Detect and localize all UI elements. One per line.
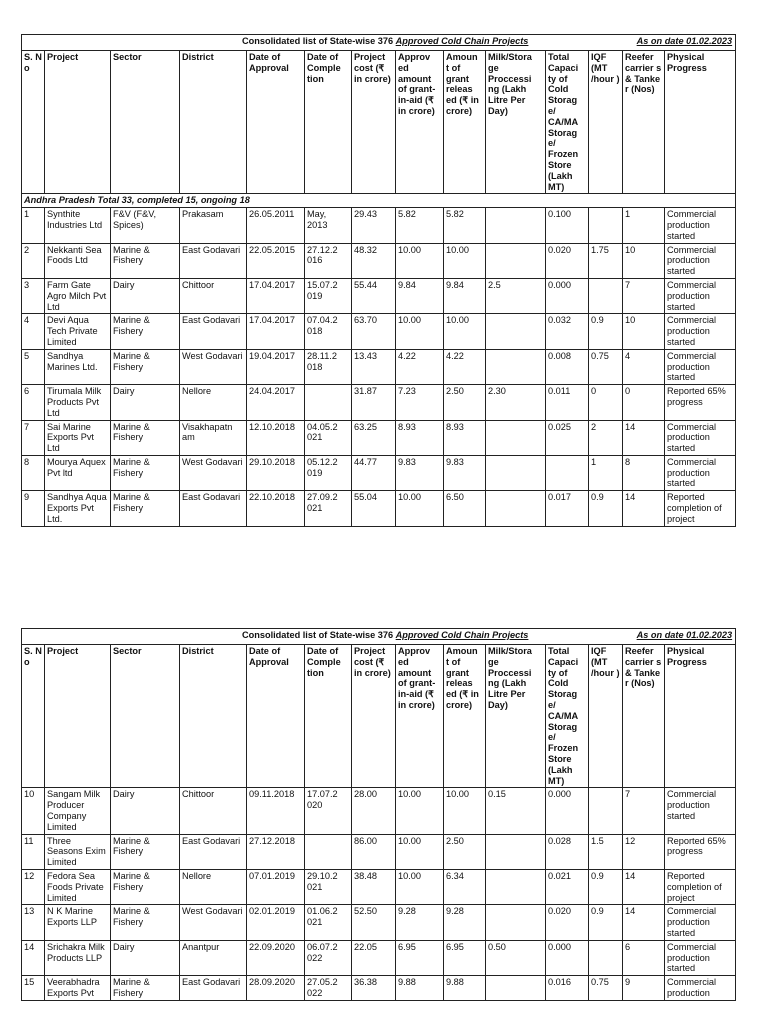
cell-reefer: 12	[623, 834, 665, 869]
cell-project: Fedora Sea Foods Private Limited	[45, 869, 111, 904]
cell-milk	[486, 905, 546, 940]
cell-district: Nellore	[180, 385, 247, 420]
cell-completion: 04.05.2 021	[305, 420, 352, 455]
cell-reefer: 10	[623, 314, 665, 349]
cell-sno: 9	[22, 491, 45, 526]
cell-iqf: 0.9	[589, 314, 623, 349]
cell-project: Nekkanti Sea Foods Ltd	[45, 243, 111, 278]
cell-capacity: 0.100	[546, 208, 589, 243]
table-body	[22, 208, 736, 527]
cell-milk	[486, 491, 546, 526]
cell-capacity: 0.011	[546, 385, 589, 420]
cell-sector: F&V (F&V, Spices)	[111, 208, 180, 243]
cell-approval: 17.04.2017	[247, 278, 305, 313]
as-on-date: As on date 01.02.2023	[636, 630, 733, 640]
cell-sector: Marine & Fishery	[111, 905, 180, 940]
cell-approval: 09.11.2018	[247, 788, 305, 834]
cell-district: Prakasam	[180, 208, 247, 243]
cell-cost: 22.05	[352, 940, 396, 975]
cell-sector: Marine & Fishery	[111, 834, 180, 869]
cell-progress: Commercial production started	[665, 208, 736, 243]
cell-released: 8.93	[444, 420, 486, 455]
cell-capacity: 0.028	[546, 834, 589, 869]
cell-approval: 28.09.2020	[247, 976, 305, 1001]
cell-district: East Godavari	[180, 976, 247, 1001]
cell-approval: 19.04.2017	[247, 349, 305, 384]
title-row	[22, 35, 736, 51]
cell-milk	[486, 455, 546, 490]
cell-reefer: 14	[623, 491, 665, 526]
cell-approval: 26.05.2011	[247, 208, 305, 243]
col-cost: Project cost (₹ in crore)	[352, 51, 396, 194]
cell-district: West Godavari	[180, 455, 247, 490]
cell-sno: 1	[22, 208, 45, 243]
cell-project: Farm Gate Agro Milch Pvt Ltd	[45, 278, 111, 313]
cell-project: Srichakra Milk Products LLP	[45, 940, 111, 975]
cell-cost: 38.48	[352, 869, 396, 904]
cell-project: Synthite Industries Ltd	[45, 208, 111, 243]
cell-district: West Godavari	[180, 349, 247, 384]
cell-sector: Marine & Fishery	[111, 455, 180, 490]
cell-sno: 3	[22, 278, 45, 313]
cell-sno: 2	[22, 243, 45, 278]
table-row	[22, 905, 736, 940]
cell-milk	[486, 976, 546, 1001]
cell-sector: Marine & Fishery	[111, 314, 180, 349]
cell-progress: Commercial production started	[665, 278, 736, 313]
cell-district: East Godavari	[180, 243, 247, 278]
table-row	[22, 385, 736, 420]
cell-capacity: 0.021	[546, 869, 589, 904]
cell-milk	[486, 869, 546, 904]
cell-released: 2.50	[444, 385, 486, 420]
cell-completion: 29.10.2 021	[305, 869, 352, 904]
col-district: District	[180, 51, 247, 194]
cell-cost: 52.50	[352, 905, 396, 940]
table-body	[22, 788, 736, 1000]
cell-progress: Commercial production	[665, 976, 736, 1001]
cell-sno: 12	[22, 869, 45, 904]
table-row	[22, 314, 736, 349]
cell-approval: 12.10.2018	[247, 420, 305, 455]
cell-released: 9.88	[444, 976, 486, 1001]
cell-milk	[486, 208, 546, 243]
cell-reefer: 14	[623, 420, 665, 455]
col-district: District	[180, 645, 247, 788]
cell-approved: 9.28	[396, 905, 444, 940]
cell-sno: 15	[22, 976, 45, 1001]
cell-cost: 55.04	[352, 491, 396, 526]
cell-released: 10.00	[444, 243, 486, 278]
col-project: Project	[45, 645, 111, 788]
cell-capacity: 0.025	[546, 420, 589, 455]
table-row	[22, 834, 736, 869]
cell-capacity	[546, 455, 589, 490]
cell-project: Sangam Milk Producer Company Limited	[45, 788, 111, 834]
cell-completion: 28.11.2 018	[305, 349, 352, 384]
cell-completion: 07.04.2 018	[305, 314, 352, 349]
col-approved: Approv ed amount of grant-in-aid (₹ in crore)	[396, 51, 444, 194]
cell-completion: 27.09.2 021	[305, 491, 352, 526]
cell-approval: 29.10.2018	[247, 455, 305, 490]
cell-completion: 27.05.2 022	[305, 976, 352, 1001]
cell-project: Devi Aqua Tech Private Limited	[45, 314, 111, 349]
cell-cost: 28.00	[352, 788, 396, 834]
cell-approved: 10.00	[396, 314, 444, 349]
cell-sno: 7	[22, 420, 45, 455]
cell-completion: 01.06.2 021	[305, 905, 352, 940]
cell-cost: 44.77	[352, 455, 396, 490]
col-milk: Milk/Stora ge Proccessi ng (Lakh Litre Per Day)	[486, 51, 546, 194]
cell-iqf: 0	[589, 385, 623, 420]
col-progress: Physical Progress	[665, 645, 736, 788]
cell-sno: 6	[22, 385, 45, 420]
col-reefer: Reefer carrier s & Tanke r (Nos)	[623, 645, 665, 788]
cell-completion: 05.12.2 019	[305, 455, 352, 490]
table-row	[22, 940, 736, 975]
cell-sno: 11	[22, 834, 45, 869]
cell-capacity: 0.020	[546, 243, 589, 278]
cell-iqf	[589, 208, 623, 243]
cell-completion: 27.12.2 016	[305, 243, 352, 278]
table-row	[22, 420, 736, 455]
cell-project: Tirumala Milk Products Pvt Ltd	[45, 385, 111, 420]
cell-approved: 10.00	[396, 243, 444, 278]
cell-approval: 17.04.2017	[247, 314, 305, 349]
cell-sno: 4	[22, 314, 45, 349]
cell-district: East Godavari	[180, 834, 247, 869]
col-released: Amoun t of grant releas ed (₹ in crore)	[444, 51, 486, 194]
cell-project: Mourya Aquex Pvt ltd	[45, 455, 111, 490]
col-approval: Date of Approval	[247, 645, 305, 788]
cell-approved: 9.88	[396, 976, 444, 1001]
cell-project: Veerabhadra Exports Pvt	[45, 976, 111, 1001]
cell-iqf: 1.75	[589, 243, 623, 278]
cell-cost: 63.70	[352, 314, 396, 349]
table-row	[22, 788, 736, 834]
cell-released: 10.00	[444, 788, 486, 834]
table-row	[22, 208, 736, 243]
col-sector: Sector	[111, 51, 180, 194]
cell-district: East Godavari	[180, 491, 247, 526]
cell-completion	[305, 385, 352, 420]
cell-approved: 10.00	[396, 491, 444, 526]
cell-capacity: 0.017	[546, 491, 589, 526]
cell-iqf: 0.75	[589, 349, 623, 384]
cell-project: N K Marine Exports LLP	[45, 905, 111, 940]
cell-milk	[486, 349, 546, 384]
header-row	[22, 51, 736, 194]
cell-reefer: 7	[623, 278, 665, 313]
cell-milk: 0.50	[486, 940, 546, 975]
table-row	[22, 976, 736, 1001]
cell-released: 5.82	[444, 208, 486, 243]
cell-sector: Marine & Fishery	[111, 420, 180, 455]
cell-approved: 10.00	[396, 788, 444, 834]
cell-sno: 5	[22, 349, 45, 384]
col-sector: Sector	[111, 645, 180, 788]
cell-approval: 02.01.2019	[247, 905, 305, 940]
cell-district: Chittoor	[180, 278, 247, 313]
cell-capacity: 0.000	[546, 788, 589, 834]
col-completion: Date of Comple tion	[305, 645, 352, 788]
cell-approved: 7.23	[396, 385, 444, 420]
cell-completion: May, 2013	[305, 208, 352, 243]
table-row	[22, 243, 736, 278]
cell-project: Sai Marine Exports Pvt Ltd	[45, 420, 111, 455]
cell-sector: Dairy	[111, 278, 180, 313]
cell-sno: 13	[22, 905, 45, 940]
table-title: Consolidated list of State-wise 376 Approved Cold Chain Projects	[242, 630, 529, 640]
cell-cost: 86.00	[352, 834, 396, 869]
group-row	[22, 194, 736, 208]
cell-district: Visakhapatn am	[180, 420, 247, 455]
cell-completion: 15.07.2 019	[305, 278, 352, 313]
cell-progress: Commercial production started	[665, 243, 736, 278]
col-cost: Project cost (₹ in crore)	[352, 645, 396, 788]
cell-iqf	[589, 278, 623, 313]
cell-sector: Marine & Fishery	[111, 869, 180, 904]
cell-sector: Marine & Fishery	[111, 976, 180, 1001]
table-row	[22, 491, 736, 526]
cell-reefer: 0	[623, 385, 665, 420]
cell-sector: Dairy	[111, 385, 180, 420]
cell-sector: Dairy	[111, 788, 180, 834]
cell-approved: 10.00	[396, 834, 444, 869]
cell-progress: Commercial production started	[665, 314, 736, 349]
col-sno: S. N o	[22, 645, 45, 788]
cell-milk: 2.30	[486, 385, 546, 420]
cell-approved: 4.22	[396, 349, 444, 384]
cell-approved: 9.84	[396, 278, 444, 313]
document-page-1	[21, 34, 735, 527]
cell-sno: 8	[22, 455, 45, 490]
cell-reefer: 1	[623, 208, 665, 243]
cell-milk: 2.5	[486, 278, 546, 313]
cell-milk: 0.15	[486, 788, 546, 834]
cell-approval: 22.10.2018	[247, 491, 305, 526]
cell-capacity: 0.000	[546, 278, 589, 313]
col-project: Project	[45, 51, 111, 194]
cell-project: Three Seasons Exim Limited	[45, 834, 111, 869]
cell-iqf: 1	[589, 455, 623, 490]
cell-approval: 24.04.2017	[247, 385, 305, 420]
group-label: Andhra Pradesh Total 33, completed 15, ongoing 18	[22, 194, 736, 208]
cold-chain-table	[21, 628, 736, 1001]
cell-approval: 22.09.2020	[247, 940, 305, 975]
col-released: Amoun t of grant releas ed (₹ in crore)	[444, 645, 486, 788]
cell-milk	[486, 243, 546, 278]
cell-approved: 8.93	[396, 420, 444, 455]
cell-progress: Commercial production started	[665, 905, 736, 940]
cell-progress: Reported completion of project	[665, 491, 736, 526]
cell-capacity: 0.020	[546, 905, 589, 940]
cell-released: 4.22	[444, 349, 486, 384]
cell-reefer: 6	[623, 940, 665, 975]
cell-capacity: 0.000	[546, 940, 589, 975]
cell-approved: 5.82	[396, 208, 444, 243]
cell-released: 9.83	[444, 455, 486, 490]
document-page-2	[21, 628, 735, 1001]
cell-approval: 07.01.2019	[247, 869, 305, 904]
cell-completion: 17.07.2 020	[305, 788, 352, 834]
cell-released: 9.84	[444, 278, 486, 313]
table-row	[22, 349, 736, 384]
col-reefer: Reefer carrier s & Tanke r (Nos)	[623, 51, 665, 194]
cell-iqf: 1.5	[589, 834, 623, 869]
cell-capacity: 0.016	[546, 976, 589, 1001]
col-milk: Milk/Stora ge Proccessi ng (Lakh Litre Per Day)	[486, 645, 546, 788]
col-approval: Date of Approval	[247, 51, 305, 194]
col-capacity: Total Capaci ty of Cold Storag e/ CA/MA Storag e/ Frozen Store (Lakh MT)	[546, 645, 589, 788]
cell-sno: 10	[22, 788, 45, 834]
cell-released: 2.50	[444, 834, 486, 869]
cell-released: 10.00	[444, 314, 486, 349]
cell-completion	[305, 834, 352, 869]
table-row	[22, 869, 736, 904]
cell-reefer: 14	[623, 869, 665, 904]
cell-capacity: 0.032	[546, 314, 589, 349]
cell-district: Anantpur	[180, 940, 247, 975]
cell-approval: 27.12.2018	[247, 834, 305, 869]
cell-progress: Commercial production started	[665, 420, 736, 455]
cell-sector: Marine & Fishery	[111, 243, 180, 278]
cold-chain-table	[21, 34, 736, 527]
title-row	[22, 629, 736, 645]
col-iqf: IQF (MT /hour )	[589, 645, 623, 788]
cell-progress: Commercial production started	[665, 455, 736, 490]
cell-reefer: 7	[623, 788, 665, 834]
cell-milk	[486, 420, 546, 455]
cell-reefer: 4	[623, 349, 665, 384]
cell-approved: 10.00	[396, 869, 444, 904]
cell-released: 6.50	[444, 491, 486, 526]
cell-released: 6.34	[444, 869, 486, 904]
cell-progress: Reported completion of project	[665, 869, 736, 904]
cell-reefer: 8	[623, 455, 665, 490]
cell-completion: 06.07.2 022	[305, 940, 352, 975]
cell-cost: 31.87	[352, 385, 396, 420]
cell-cost: 13.43	[352, 349, 396, 384]
cell-sector: Dairy	[111, 940, 180, 975]
cell-iqf: 0.9	[589, 869, 623, 904]
cell-capacity: 0.008	[546, 349, 589, 384]
col-iqf: IQF (MT /hour )	[589, 51, 623, 194]
cell-progress: Commercial production started	[665, 940, 736, 975]
cell-approval: 22.05.2015	[247, 243, 305, 278]
cell-reefer: 10	[623, 243, 665, 278]
cell-sector: Marine & Fishery	[111, 349, 180, 384]
col-capacity: Total Capaci ty of Cold Storag e/ CA/MA Storag e/ Frozen Store (Lakh MT)	[546, 51, 589, 194]
cell-district: Chittoor	[180, 788, 247, 834]
cell-iqf	[589, 940, 623, 975]
cell-progress: Reported 65% progress	[665, 385, 736, 420]
cell-cost: 48.32	[352, 243, 396, 278]
col-completion: Date of Comple tion	[305, 51, 352, 194]
cell-project: Sandhya Aqua Exports Pvt Ltd.	[45, 491, 111, 526]
cell-cost: 29.43	[352, 208, 396, 243]
table-row	[22, 455, 736, 490]
cell-district: Nellore	[180, 869, 247, 904]
cell-cost: 55.44	[352, 278, 396, 313]
cell-iqf: 0.75	[589, 976, 623, 1001]
cell-sector: Marine & Fishery	[111, 491, 180, 526]
cell-district: West Godavari	[180, 905, 247, 940]
cell-milk	[486, 834, 546, 869]
col-approved: Approv ed amount of grant-in-aid (₹ in crore)	[396, 645, 444, 788]
cell-approved: 9.83	[396, 455, 444, 490]
cell-progress: Reported 65% progress	[665, 834, 736, 869]
table-title: Consolidated list of State-wise 376 Approved Cold Chain Projects	[242, 36, 529, 46]
cell-cost: 36.38	[352, 976, 396, 1001]
cell-reefer: 14	[623, 905, 665, 940]
cell-reefer: 9	[623, 976, 665, 1001]
cell-released: 6.95	[444, 940, 486, 975]
cell-iqf: 0.9	[589, 905, 623, 940]
table-row	[22, 278, 736, 313]
col-progress: Physical Progress	[665, 51, 736, 194]
cell-approved: 6.95	[396, 940, 444, 975]
cell-released: 9.28	[444, 905, 486, 940]
cell-iqf: 2	[589, 420, 623, 455]
cell-district: East Godavari	[180, 314, 247, 349]
cell-iqf	[589, 788, 623, 834]
cell-cost: 63.25	[352, 420, 396, 455]
header-row	[22, 645, 736, 788]
cell-project: Sandhya Marines Ltd.	[45, 349, 111, 384]
cell-sno: 14	[22, 940, 45, 975]
col-sno: S. N o	[22, 51, 45, 194]
cell-iqf: 0.9	[589, 491, 623, 526]
cell-progress: Commercial production started	[665, 788, 736, 834]
cell-milk	[486, 314, 546, 349]
cell-progress: Commercial production started	[665, 349, 736, 384]
as-on-date: As on date 01.02.2023	[636, 36, 733, 46]
